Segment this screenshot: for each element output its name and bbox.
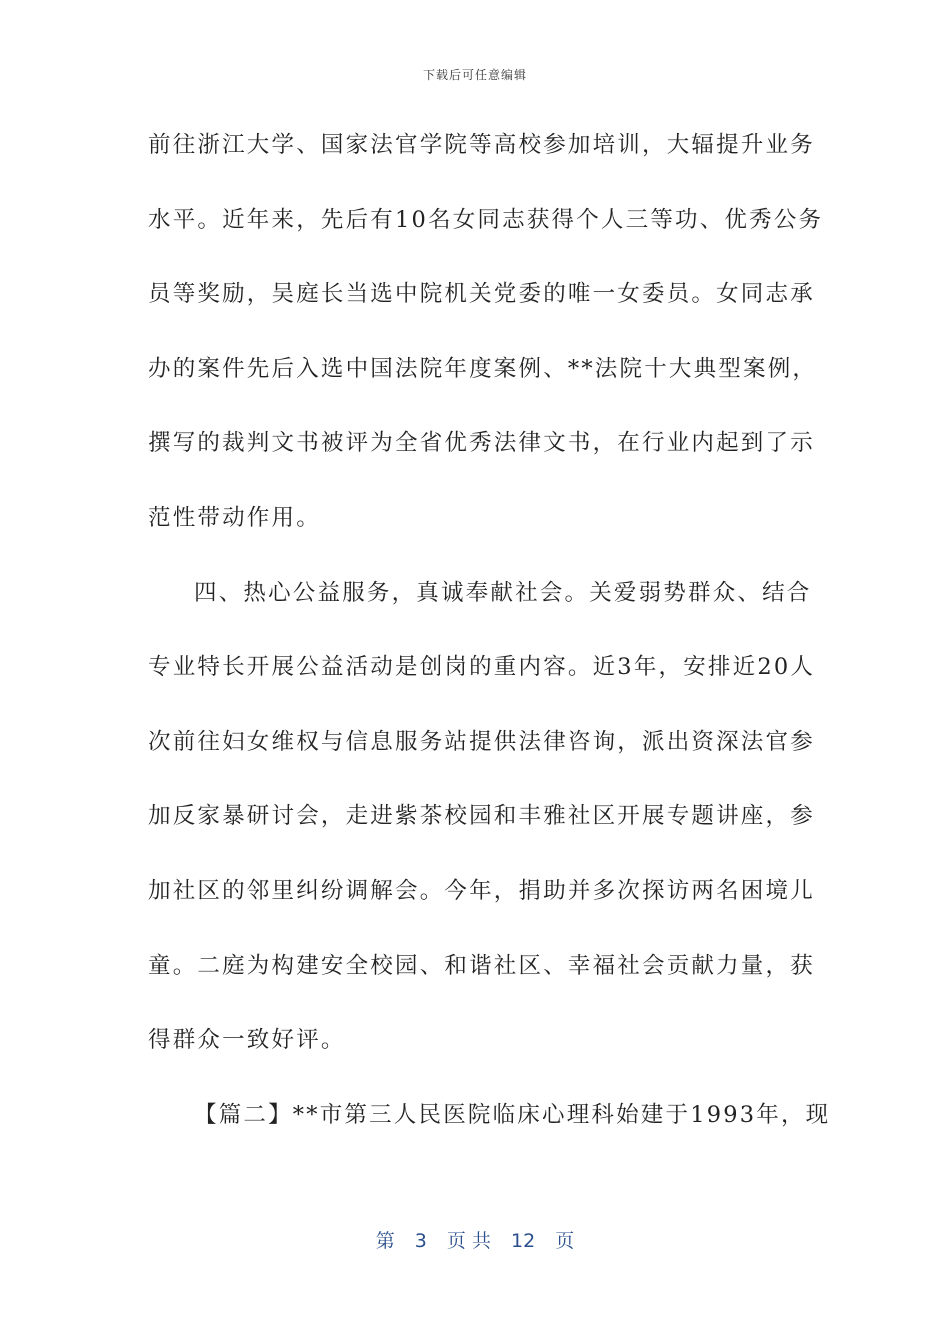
footer-prefix: 第 [375,1230,395,1252]
footer-suffix: 页 [555,1230,575,1252]
document-body [148,118,831,1162]
page-footer [0,1226,950,1253]
text-line: 童。二庭为构建安全校园、和谐社区、幸福社会贡献力量，获 [148,952,815,979]
text-line: 专业特长开展公益活动是创岗的重内容。近3年，安排近20人 [148,654,816,681]
total-pages-number: 12 [511,1230,536,1252]
text-line: 加社区的邻里纠纷调解会。今年，捐助并多次探访两名困境儿 [148,877,815,904]
text-line: 员等奖励，吴庭长当选中院机关党委的唯一女委员。女同志承 [148,281,815,308]
section-start-line: 【篇二】**市第三人民医院临床心理科始建于1993年，现 [194,1101,831,1128]
paragraph-start-line: 四、热心公益服务，真诚奉献社会。关爱弱势群众、结合 [194,579,812,606]
current-page-number: 3 [414,1230,427,1252]
text-line: 次前往妇女维权与信息服务站提供法律咨询，派出资深法官参 [148,728,815,755]
text-line: 水平。近年来，先后有10名女同志获得个人三等功、优秀公务 [148,206,824,233]
text-line: 得群众一致好评。 [148,1027,346,1054]
text-line: 前往浙江大学、国家法官学院等高校参加培训，大辐提升业务 [148,132,815,158]
text-line: 加反家暴研讨会，走进紫茶校园和丰雅社区开展专题讲座，参 [148,803,815,830]
footer-middle: 页 共 [446,1230,491,1252]
text-line: 范性带动作用。 [148,504,321,531]
text-line: 撰写的裁判文书被评为全省优秀法律文书，在行业内起到了示 [148,430,815,457]
text-line: 办的案件先后入选中国法院年度案例、**法院十大典型案例， [148,355,818,382]
page-header: 下载后可任意编辑 [422,68,527,82]
